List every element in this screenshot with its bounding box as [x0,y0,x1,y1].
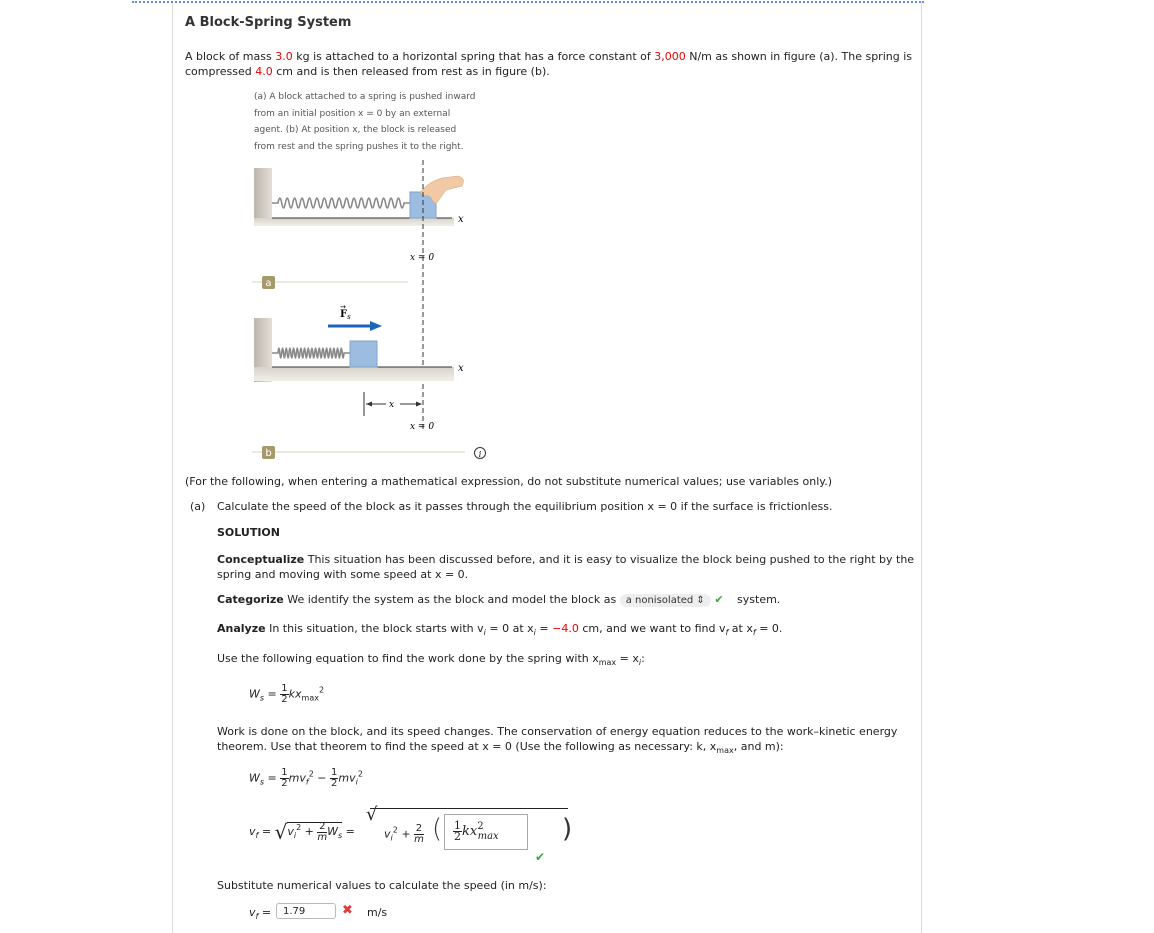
vf-label: $v_f$ = [249,906,272,921]
mass-value: 3.0 [275,50,293,63]
block-b [350,341,377,367]
spring-a [272,198,410,208]
wall-a [254,168,272,224]
part-a-label: (a) [190,500,206,513]
info-icon[interactable] [475,448,486,460]
speed-answer-input[interactable]: 1.79 [276,903,336,919]
force-label: $F_s$ [340,309,351,321]
correct-check-icon: ✔ [714,593,724,606]
conceptualize: Conceptualize This situation has been discussed before, and it is easy to visualize the block being pushed to the right by the spring and moving with some speed at x = 0. [217,553,915,581]
floor-b [254,367,454,381]
k-value: 3,000 [654,50,686,63]
x-zero-label-a: x = 0 [410,253,435,263]
incorrect-x-icon: ✖ [342,903,353,918]
page-title: A Block-Spring System [185,15,352,30]
displacement-label: x [389,400,395,410]
work-equation: $W_s$ = $\frac{1}{2}$ $kx_{max}^2$ [249,683,325,705]
answer-expression-field[interactable]: $\frac{1}{2}$ $kx^2_{max}$ [444,814,528,850]
svg-text:a: a [265,278,272,289]
part-a-question: Calculate the speed of the block as it passes through the equilibrium position x = 0 if the surface is frictionless. [217,500,833,513]
use-equation-text: Use the following equation to find the work done by the spring with $x_{max} = x_i$: [217,652,645,667]
unit-label: m/s [367,906,388,919]
system-model-select[interactable]: a nonisolated ⇕ [620,594,711,607]
problem-statement: A block of mass 3.0 kg is attached to a horizontal spring that has a force constant of 3,000 N/m as shown in figure (a). The spring is compressed 4.0 cm and is then released from rest as in figure (b). [185,50,912,78]
x-axis-label-a: x [458,214,464,225]
instructions: (For the following, when entering a mathematical expression, do not substitute numerical values; use variables only.) [185,475,833,488]
categorize: Categorize We identify the system as the block and model the block as a nonisolated ⇕ ✔ system. [217,593,781,606]
x-axis-label-b: x [458,363,464,374]
spring-coil [272,348,350,358]
work-text: Work is done on the block, and its speed changes. The conservation of energy equation reduces to the work–kinetic energy theorem. Use that theorem to find the speed at x = 0 (Use the following as necessary: k, $x_{max}$, and m): [217,725,898,755]
expression-correct-icon: ✔ [535,850,546,864]
floor-a [254,218,454,226]
substitute-text: Substitute numerical values to calculate the speed (in m/s): [217,879,547,892]
svg-text:→: → [340,303,346,311]
figure-caption: (a) A block attached to a spring is pushed inward from an initial position x = 0 by an external agent. (b) At position x, the block is released from rest and the spring pushes it to the right. [254,92,476,152]
svg-text:i: i [478,450,482,459]
spring-coil [272,198,410,208]
compression-value: 4.0 [255,65,273,78]
spring-b [272,348,350,358]
analyze: Analyze In this situation, the block starts with $v_i = 0$ at $x_i = -4.0$ cm, and we want to find $v_f$ at $x_f = 0$. [217,622,783,637]
work-energy-equation: $W_s$ = $\frac{1}{2}$ $mv_f^2$ − $\frac{1}{2}$ $mv_i^2$ [249,767,363,789]
svg-text:b: b [265,448,272,459]
solution-heading: SOLUTION [217,526,280,539]
speed-equation: $v_f = √v_i^2$ + $\frac{2}{m}$ $W_s$ = [249,820,355,844]
x-zero-label-b: x = 0 [410,422,435,432]
